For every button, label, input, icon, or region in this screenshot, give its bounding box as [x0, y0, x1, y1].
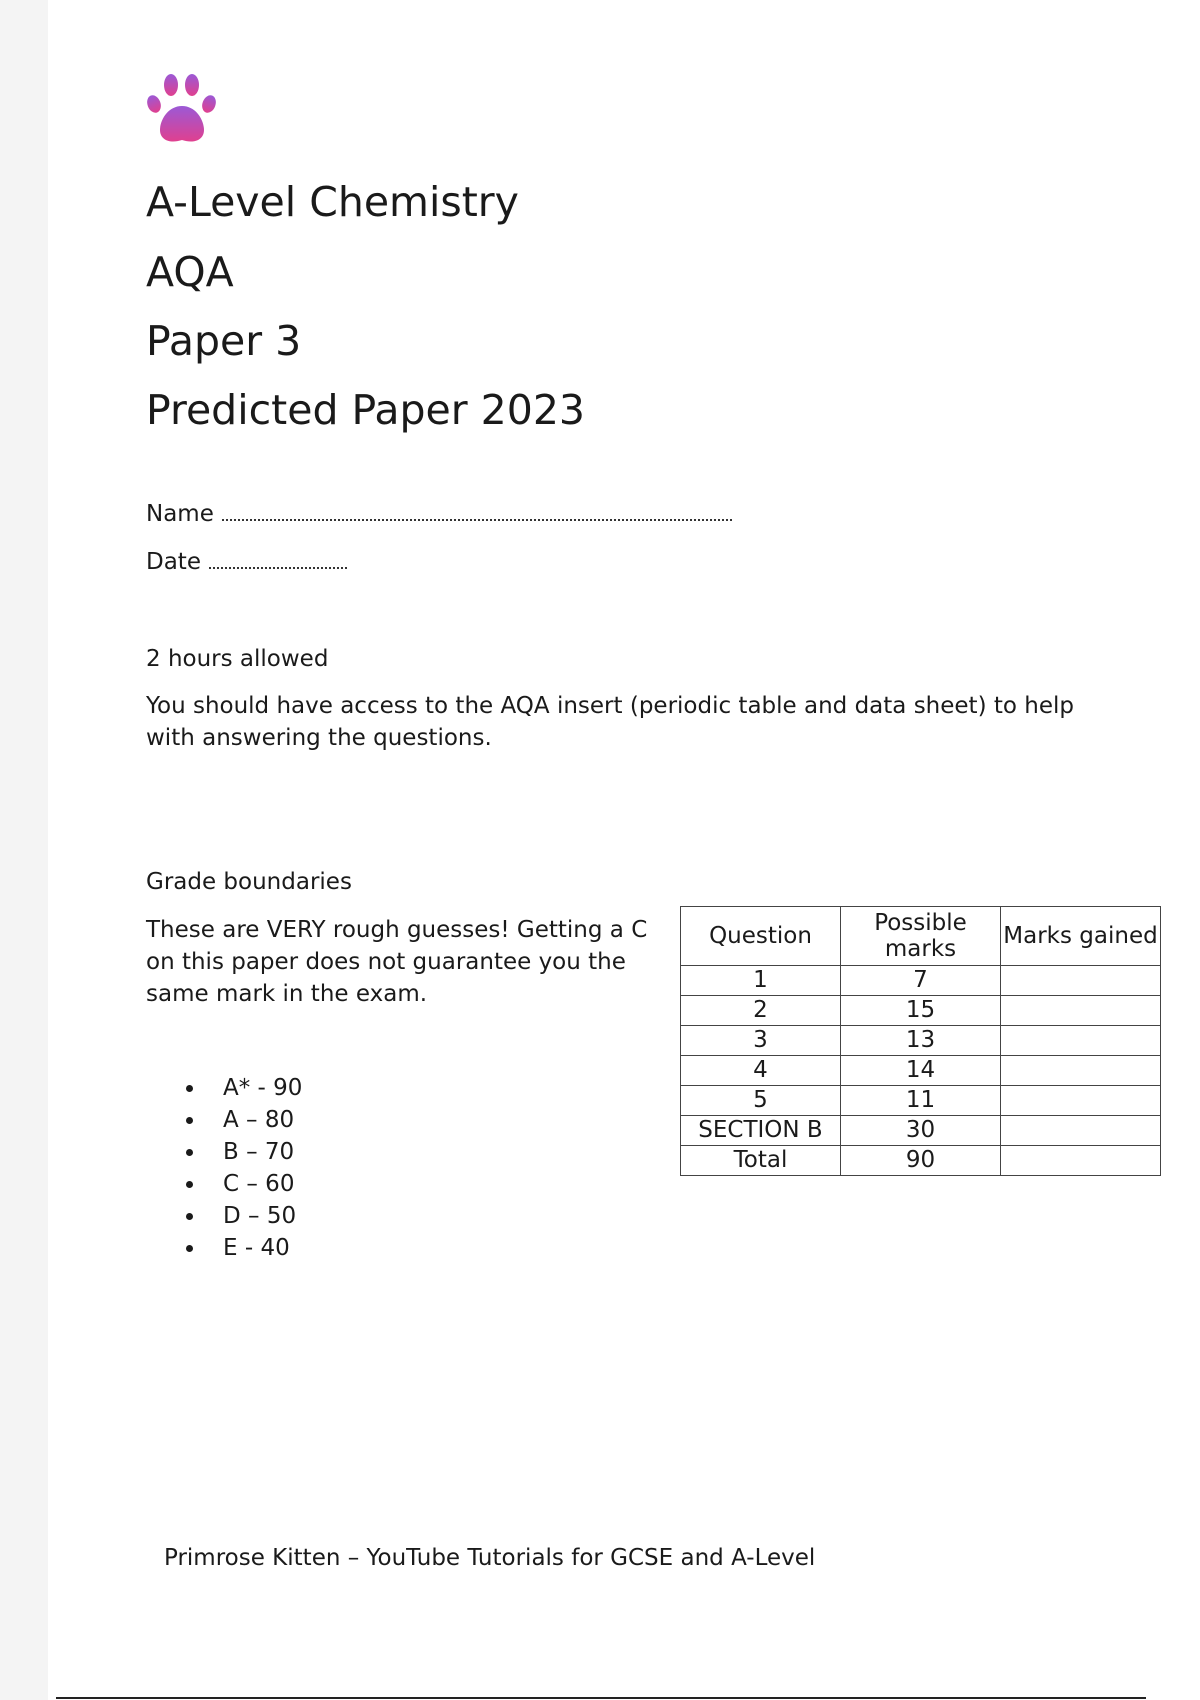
cell-question: 3	[681, 1026, 841, 1056]
cell-possible: 14	[841, 1056, 1001, 1086]
marks-table	[680, 906, 1161, 1176]
table-row	[681, 1116, 1161, 1146]
table-row	[681, 1026, 1161, 1056]
bottom-divider	[56, 1697, 1146, 1699]
cell-gained	[1001, 1086, 1161, 1116]
bullet-icon	[186, 1085, 193, 1092]
grade-boundary: C – 60	[223, 1171, 295, 1197]
cell-question: 5	[681, 1086, 841, 1116]
page-margin-shade	[0, 0, 48, 1700]
cell-gained	[1001, 1146, 1161, 1176]
date-dotted-line	[209, 549, 347, 569]
cell-possible: 7	[841, 966, 1001, 996]
header-question: Question	[681, 907, 841, 966]
grade-boundary: A – 80	[223, 1107, 295, 1133]
paw-print-icon	[146, 70, 218, 146]
grade-boundary: A* - 90	[223, 1075, 303, 1101]
table-row	[681, 996, 1161, 1026]
bullet-icon	[186, 1245, 193, 1252]
bullet-icon	[186, 1117, 193, 1124]
cell-possible: 13	[841, 1026, 1001, 1056]
cell-question: Total	[681, 1146, 841, 1176]
title-subject: A-Level Chemistry	[146, 178, 519, 226]
list-item	[186, 1072, 302, 1104]
cell-possible: 15	[841, 996, 1001, 1026]
grade-boundary: B – 70	[223, 1139, 295, 1165]
time-allowed: 2 hours allowed	[146, 646, 329, 672]
list-item	[186, 1200, 302, 1232]
date-label: Date	[146, 549, 201, 575]
grade-boundary: E - 40	[223, 1235, 290, 1261]
grade-boundaries-list	[186, 1072, 302, 1264]
header-possible-marks: Possible marks	[841, 907, 1001, 966]
cell-gained	[1001, 1116, 1161, 1146]
title-exam-board: AQA	[146, 248, 234, 296]
page-footer: Primrose Kitten – YouTube Tutorials for GCSE and A-Level	[164, 1545, 816, 1571]
cell-question: SECTION B	[681, 1116, 841, 1146]
bullet-icon	[186, 1181, 193, 1188]
cell-gained	[1001, 996, 1161, 1026]
table-row	[681, 1056, 1161, 1086]
name-label: Name	[146, 501, 214, 527]
title-predicted: Predicted Paper 2023	[146, 386, 585, 434]
cell-question: 2	[681, 996, 841, 1026]
list-item	[186, 1104, 302, 1136]
table-row	[681, 966, 1161, 996]
grade-boundary: D – 50	[223, 1203, 297, 1229]
list-item	[186, 1232, 302, 1264]
bullet-icon	[186, 1213, 193, 1220]
cell-possible: 11	[841, 1086, 1001, 1116]
cell-possible: 90	[841, 1146, 1001, 1176]
cell-question: 1	[681, 966, 841, 996]
cell-gained	[1001, 966, 1161, 996]
table-row-total	[681, 1146, 1161, 1176]
cell-gained	[1001, 1026, 1161, 1056]
access-note: You should have access to the AQA insert (periodic table and data sheet) to help with answering the questions.	[146, 693, 1074, 751]
grade-boundaries-heading: Grade boundaries	[146, 869, 352, 895]
list-item	[186, 1168, 302, 1200]
cell-gained	[1001, 1056, 1161, 1086]
name-field	[146, 500, 732, 528]
cell-possible: 30	[841, 1116, 1001, 1146]
grade-boundaries-note: These are VERY rough guesses! Getting a C on this paper does not guarantee you the same mark in the exam.	[146, 917, 648, 1007]
title-paper: Paper 3	[146, 317, 302, 365]
header-marks-gained: Marks gained	[1001, 907, 1161, 966]
table-row	[681, 1086, 1161, 1116]
table-header-row	[681, 907, 1161, 966]
name-dotted-line	[222, 501, 732, 521]
list-item	[186, 1136, 302, 1168]
bullet-icon	[186, 1149, 193, 1156]
cell-question: 4	[681, 1056, 841, 1086]
date-field	[146, 548, 347, 576]
